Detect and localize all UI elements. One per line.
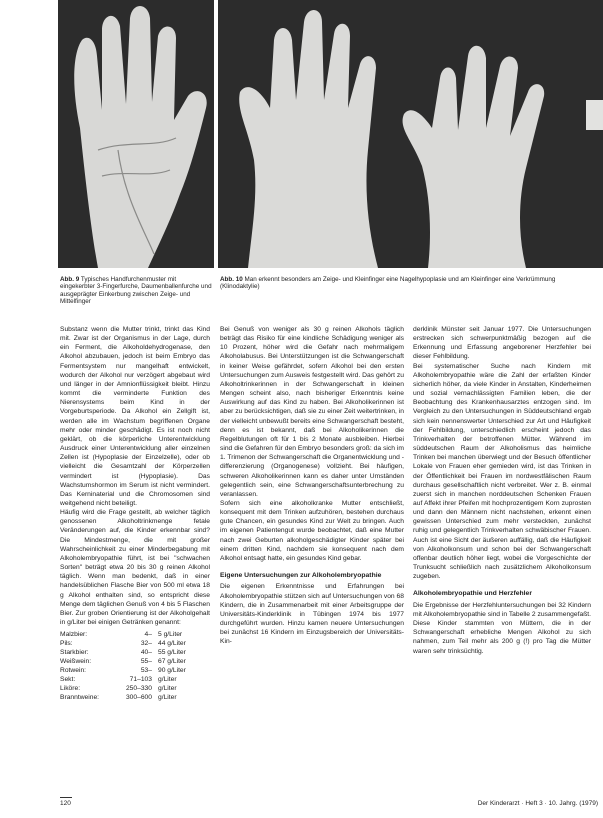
drink-name: Branntweine:	[60, 694, 100, 702]
table-row	[60, 639, 210, 648]
page-number: 120	[60, 800, 71, 807]
figure-10-number: Abb. 10	[220, 276, 243, 283]
drink-value: 4–	[144, 631, 152, 639]
drink-unit: g/Liter	[158, 694, 177, 702]
table-row	[60, 684, 210, 693]
drink-name: Starkbier:	[60, 649, 89, 657]
figure-9-number: Abb. 9	[60, 276, 80, 283]
column-1	[60, 325, 210, 702]
col3-section-heading: Alkoholembryopathie und Herzfehler	[413, 590, 532, 598]
table-row	[60, 630, 210, 639]
col3-paragraph-1: derklinik Münster seit Januar 1977. Die Untersuchungen erstrecken sich schwerpunktmäßig bezogen auf die Erkennung und Erfassung angeborener Herzfehler bei dieser Fehlbildung.	[413, 326, 591, 361]
col2-paragraph-2: Sofern sich eine alkoholkranke Mutter entschließt, konsequent mit dem Trinken aufzuhören, bestehen durchaus gute Chancen, ein gesundes Kind zur Welt zu bringen. Auch im eigenen Patientengut wurde beobachtet, daß eine Mutter nach zwei Geburten alkoholgeschädigter Kinder später bei einem dritten Kind, nachdem sie konsequent nach dem Alkohol entsagt hatte, ein gesundes Kind gebar.	[220, 499, 404, 562]
hand-palm-image	[58, 0, 214, 268]
drink-value: 55–	[140, 658, 152, 666]
drink-name: Sekt:	[60, 676, 76, 684]
table-row	[60, 693, 210, 702]
drink-value: 53–	[140, 667, 152, 675]
figure-9-text: Typisches Handfurchenmuster mit eingekerbter 3-Fingerfurche, Daumenballenfurche und ausgeprägter Einkerbung zwischen Zeige- und Mittelfinger	[60, 276, 212, 306]
figure-10-caption	[220, 276, 592, 291]
figure-10-text: Man erkennt besonders am Zeige- und Kleinfinger eine Nagelhypoplasie und am Kleinfinger eine Verkrümmung (Klinodaktylie)	[220, 276, 556, 291]
drink-unit: 55 g/Liter	[158, 649, 186, 657]
col1-paragraph-1: Substanz wenn die Mutter trinkt, trinkt das Kind mit. Zwar ist der Organismus in der Lage, durch ein Ferment, die Alkoholdehydrogenase, den Alkohol abzubauen, jedoch ist beim Embryo das Fermentsystem nur mangelhaft entwickelt, wodurch der Alkohol nur verzögert abgebaut wird und länger in der Amnionflüssigkeit bleibt. Hinzu kommt die verminderte Funktion des Nierensystems beim Kind in der Vorgeburtsperiode. Da Alkohol ein Zellgift ist, werden alle im Wachstum begriffenen Organe mehr oder minder geschädigt. Es ist noch nicht geklärt, ob die körperliche Unterentwicklung Ausdruck einer Unterentwicklung aller einzelnen Zellen ist (Hypoplasie der Einzelzelle), oder ob vielleicht die Gesamtzahl der Körperzellen vermindert ist (Hypoplasie). Das Wachstumshormon im Serum ist nicht vermindert. Das Kerninaterial und die Chromosomen sind weitgehend nicht beteiligt.	[60, 326, 210, 507]
drink-value: 250–330	[125, 685, 152, 693]
figure-10-photo	[218, 0, 603, 268]
drink-unit: 44 g/Liter	[158, 640, 186, 648]
drink-value: 40–	[140, 649, 152, 657]
drink-unit: 5 g/Liter	[158, 631, 183, 639]
table-row	[60, 675, 210, 684]
col2-section-heading: Eigene Untersuchungen zur Alkoholembryopathie	[220, 572, 382, 580]
drink-value: 300–600	[125, 694, 152, 702]
drink-value: 32–	[140, 640, 152, 648]
column-2	[220, 325, 404, 647]
drink-name: Malzbier:	[60, 631, 88, 639]
column-3	[413, 325, 591, 656]
hands-dorsal-image	[218, 0, 603, 268]
drink-unit: 90 g/Liter	[158, 667, 186, 675]
drink-value: 71–103	[129, 676, 152, 684]
col2-paragraph-3: Die eigenen Erkenntnisse und Erfahrungen bei Alkoholembryopathie stützen sich auf Untersuchungen von 68 Kindern, die in Zusammenarbeit mit einer Arbeitsgruppe der Universitäts-Kinderklinik in Tübingen 1974 bis 1977 durchgeführt wurden. Hinzu kamen neuere Untersuchungen bei zunächst 16 Kindern im Einzugsbereich der Universitäts-Kin-	[220, 583, 404, 646]
col2-paragraph-1: Bei Genuß von weniger als 30 g reinen Alkohols täglich beträgt das Risiko für eine kindliche Schädigung weniger als 10 Prozent, höher wird die Gefahr nach mehrmaligem Alkoholabusus. Bei Unterstützungen ist die Schwangerschaft in keiner Weise gefährdet, sofern Alkohol bei den ersten Untersuchungen zum Ausweis festgestellt wird. Das gehört zu Alkoholtrinkerinnen in der Schwangerschaft in kleinen Mengen scheint also, nach bisheriger Erkenntnis keine Auswirkung auf das Kind zu haben. Bei Alkoholikerinnen ist aber zu berücksichtigen, daß sie zu einer Zeit weitertrinken, in der vielleicht unbewußt bereits eine Schwangerschaft besteht, denn es ist bekannt, daß bei Alkoholikerinnen die Regelblutungen oft für 1 bis 2 Monate ausbleiben. Hierbei sind die Gefahren für den Embryo besonders groß: da sich im 1. Trimenon der Schwangerschaft die Organentwicklung und -differenzierung (Organogenese) vollzieht. Bei häufigen, schweren Alkoholikerinnen kann es daher unter Umständen gelegentlich sein, eine Schwangerschaftsunterbrechung zu veranlassen.	[220, 326, 404, 498]
drink-name: Pils:	[60, 640, 73, 648]
drink-name: Weißwein:	[60, 658, 92, 666]
figure-9-caption	[60, 276, 212, 306]
journal-footer: Der Kinderarzt · Heft 3 · 10. Jahrg. (1979)	[477, 800, 598, 807]
col3-paragraph-2: Bei systematischer Suche nach Kindern mit Alkoholembryopathie wäre die Zahl der erfaßten Kinder sicherlich höher, da viele Kinder in Anstalten, Kinderheimen und sozial vernachlässigten Familien leben, die der Beobachtung des Krankenhausarztes entzogen sind. Im Vergleich zu den Untersuchungen in Süddeutschland ergab sich kein nennenswerter Unterschied zur Art und Häufigkeit der Fehlbildung, unterschiedlich erscheint jedoch das Trinkverhalten der betroffenen Mütter. Während im süddeutschen Raum der Alkoholismus das heimliche Trinken bei manchen überwiegt und der Besuch öffentlicher Lokale von Frauen eher gemieden wird, ist das Trinken in der Öffentlichkeit bei Frauen im nordwestfälischen Raum durchaus gesellschaftlich nicht verbreitet. Wer z. B. einmal zuerst sich in manchen norddeutschen Schenken Frauen auf Affekt ihrer Pfeifen mit hochprozentigem Korn zuprosten und dann den Männern nicht nachstehen, erkennt einen gewissen Unterschied zum mehr versteckten, zunächst ruhig und gelegentlich Trinkverhalten schwäbischer Frauen. Auch ist eine Sicht der äußeren auffällig, daß die Häufigkeit von Alkoholkonsum und schon bei der Schwangerschaft offenbar deutlich höher liegt, wobei die Vorgeschichte der Trunksucht schließlich nach zusätzlichem Alkoholkonsum zugeben.	[413, 362, 591, 581]
drink-unit: 67 g/Liter	[158, 658, 186, 666]
table-row	[60, 657, 210, 666]
drink-unit: g/Liter	[158, 685, 177, 693]
alcohol-content-table	[60, 630, 210, 702]
figure-9-photo	[58, 0, 214, 268]
table-row	[60, 666, 210, 675]
footer-rule	[60, 797, 72, 798]
drink-unit: g/Liter	[158, 676, 177, 684]
table-row	[60, 648, 210, 657]
drink-name: Rotwein:	[60, 667, 87, 675]
col1-paragraph-2: Häufig wird die Frage gestellt, ab welcher täglich genossenen Alkoholtrinkmenge fetale Veränderungen auf, die Kinder erkennbar sind? Die Mindestmenge, die mit großer Wahrscheinlichkeit zu einer Minderbegabung mit Alkoholembryopathie führt, ist bei "schwachen Sorten" beträgt etwa 20 bis 30 g reinen Alkohol täglich. Wenn man bedenkt, daß in einer handelsüblichen Flasche Bier von 500 ml etwa 18 g Alkohol enthalten sind, so entspricht diese Menge dem täglichen Genuß von 4 bis 5 Flaschen Bier. Zur groben Orientierung ist der Alkoholgehalt in g/Liter bei einigen Getränken genannt:	[60, 509, 210, 626]
col3-paragraph-3: Die Ergebnisse der Herzfehluntersuchungen bei 32 Kindern mit Alkoholembryopathie sind in Tabelle 2 zusammengefaßt. Diese Kinder stammten von Müttern, die in der Schwangerschaft erhebliche Mengen Alkohol zu sich nahmen, zum Teil mehr als 200 g (!) pro Tag die Mütter waren sehr trinksüchtig.	[413, 601, 591, 655]
drink-name: Liköre:	[60, 685, 81, 693]
